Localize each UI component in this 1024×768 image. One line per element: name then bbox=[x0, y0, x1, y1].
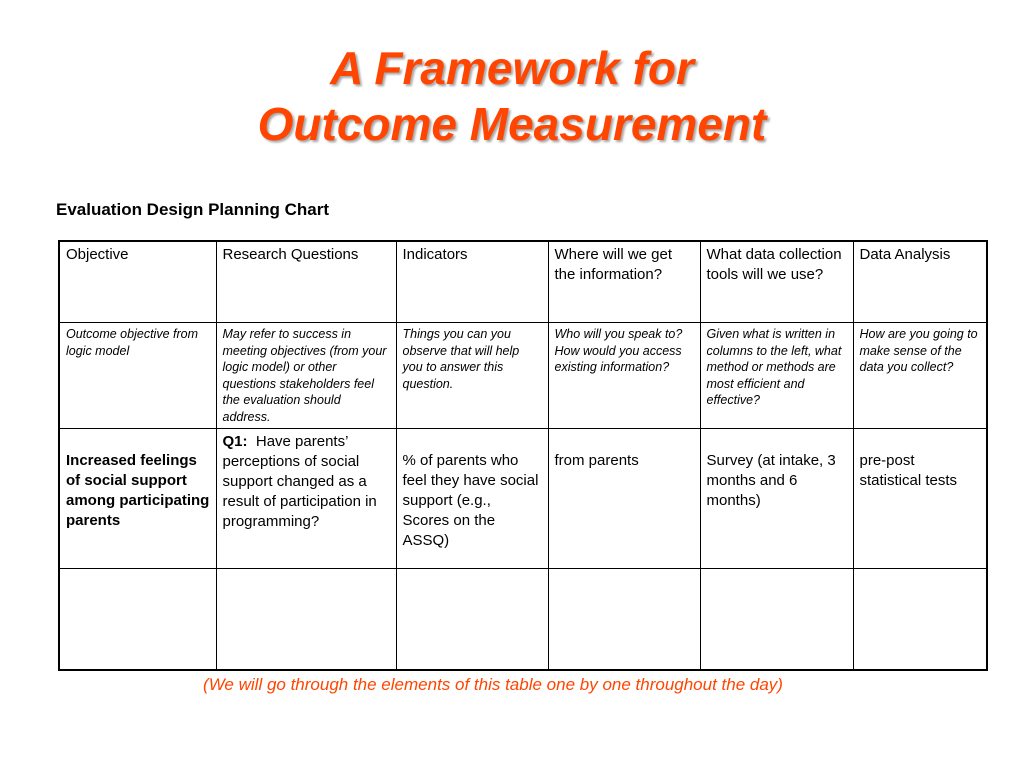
blank-cell bbox=[59, 569, 216, 671]
example-information-source: from parents bbox=[548, 429, 700, 569]
table-row-blank bbox=[59, 569, 987, 671]
blank-cell bbox=[396, 569, 548, 671]
guidance-research-questions: May refer to success in meeting objectives (from your logic model) or other questions stakeholders feel the evaluation should address. bbox=[216, 323, 396, 429]
blank-cell bbox=[700, 569, 853, 671]
guidance-data-collection-tools: Given what is written in columns to the left, what method or methods are most efficient and effective? bbox=[700, 323, 853, 429]
header-research-questions: Research Questions bbox=[216, 241, 396, 323]
footnote: (We will go through the elements of this table one by one throughout the day) bbox=[203, 675, 783, 694]
question-label: Q1: bbox=[222, 433, 248, 450]
example-data-analysis: pre-post statistical tests bbox=[853, 429, 987, 569]
blank-cell bbox=[548, 569, 700, 671]
example-research-question bbox=[216, 429, 396, 569]
header-objective: Objective bbox=[59, 241, 216, 323]
table-row-example bbox=[59, 429, 987, 569]
title-line-1: A Framework for bbox=[330, 42, 694, 94]
title-line-2: Outcome Measurement bbox=[257, 98, 767, 150]
example-indicator: % of parents who feel they have social support (e.g., Scores on the ASSQ) bbox=[396, 429, 548, 569]
table-header-row bbox=[59, 241, 987, 323]
example-objective: Increased feelings of social support among participating parents bbox=[59, 429, 216, 569]
chart-heading: Evaluation Design Planning Chart bbox=[56, 200, 329, 219]
question-text: Have parents’ perceptions of social support changed as a result of participation in programming? bbox=[222, 433, 377, 530]
table-row-guidance bbox=[59, 323, 987, 429]
header-information-source: Where will we get the information? bbox=[548, 241, 700, 323]
guidance-objective: Outcome objective from logic model bbox=[59, 323, 216, 429]
example-data-collection-tools: Survey (at intake, 3 months and 6 months) bbox=[700, 429, 853, 569]
blank-cell bbox=[216, 569, 396, 671]
slide-title bbox=[0, 40, 1024, 152]
evaluation-planning-table bbox=[58, 240, 988, 671]
header-data-analysis: Data Analysis bbox=[853, 241, 987, 323]
blank-cell bbox=[853, 569, 987, 671]
guidance-data-analysis: How are you going to make sense of the data you collect? bbox=[853, 323, 987, 429]
guidance-indicators: Things you can you observe that will help you to answer this question. bbox=[396, 323, 548, 429]
header-indicators: Indicators bbox=[396, 241, 548, 323]
header-data-collection-tools: What data collection tools will we use? bbox=[700, 241, 853, 323]
guidance-information-source: Who will you speak to? How would you access existing information? bbox=[548, 323, 700, 429]
